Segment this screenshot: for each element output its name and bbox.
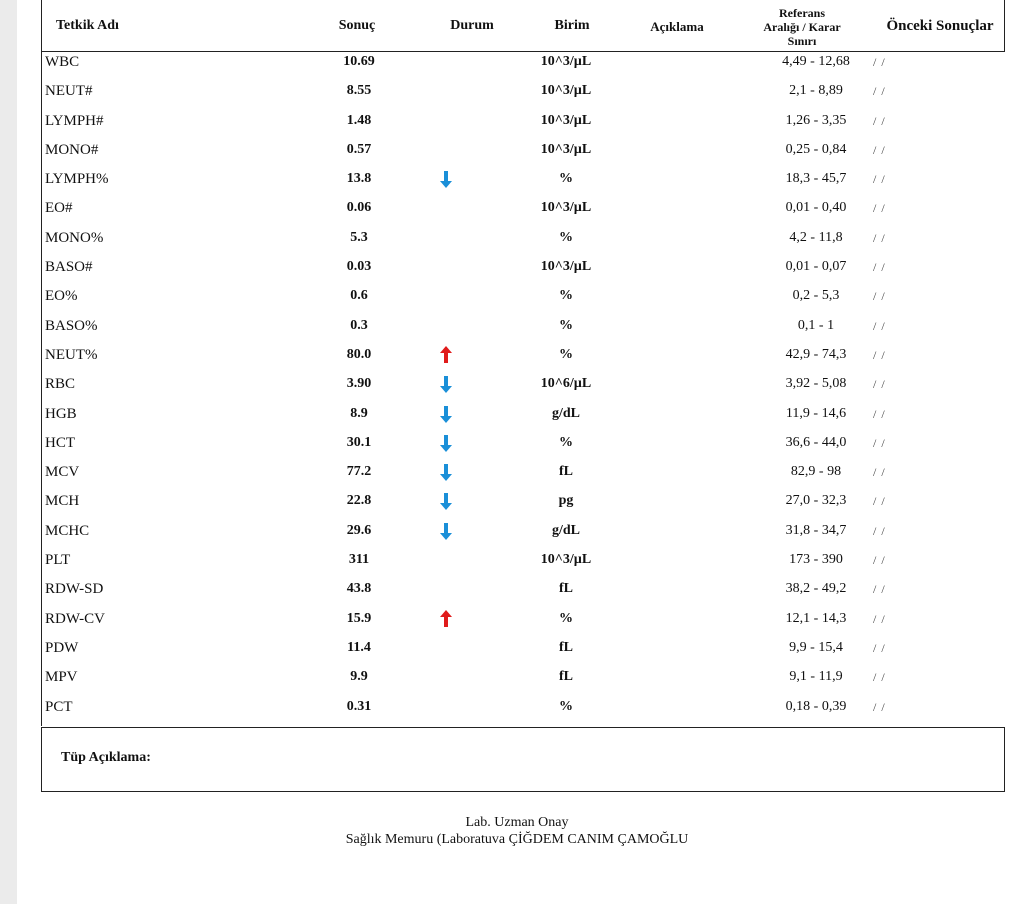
test-unit: pg: [558, 493, 574, 509]
test-reference: 36,6 - 44,0: [785, 434, 847, 450]
table-row: [41, 404, 1005, 433]
table-row: [41, 462, 1005, 491]
test-name: LYMPH#: [45, 112, 104, 129]
test-previous: / /: [873, 347, 886, 362]
tube-note-label: Tüp Açıklama:: [61, 750, 151, 765]
test-result: 8.55: [346, 83, 372, 99]
test-result: 0.31: [346, 698, 372, 714]
test-unit: %: [559, 434, 573, 450]
test-previous: / /: [873, 113, 886, 128]
test-unit: 10^3/µL: [540, 141, 592, 157]
test-unit: 10^3/µL: [540, 83, 592, 99]
test-status: [426, 404, 466, 429]
test-result: 5.3: [350, 229, 368, 245]
test-previous: / /: [873, 260, 886, 275]
test-name: EO#: [45, 200, 73, 217]
test-unit: fL: [559, 581, 573, 597]
header-reference-line2: Aralığı / Karar: [763, 20, 841, 34]
test-result: 10.69: [343, 54, 375, 69]
arrow-down-icon: [438, 169, 454, 189]
arrow-down-icon: [438, 404, 454, 424]
test-name: HGB: [45, 405, 77, 422]
test-previous: / /: [873, 494, 886, 509]
test-result: 11.4: [347, 639, 371, 655]
header-reference-line1: Referans: [779, 6, 825, 20]
test-reference: 82,9 - 98: [790, 464, 842, 480]
test-previous: / /: [873, 377, 886, 392]
test-previous: / /: [873, 230, 886, 245]
test-reference: 11,9 - 14,6: [785, 405, 847, 421]
test-result: 22.8: [346, 493, 372, 509]
test-name: EO%: [45, 288, 78, 305]
test-unit: g/dL: [551, 405, 580, 421]
test-unit: fL: [559, 464, 573, 480]
test-name: PLT: [45, 552, 71, 569]
table-row: [41, 140, 1005, 169]
table-row: [41, 169, 1005, 198]
test-reference: 9,9 - 15,4: [789, 639, 843, 655]
test-name: BASO%: [45, 317, 98, 334]
test-result: 3.90: [346, 376, 372, 392]
header-unit: Birim: [554, 18, 590, 33]
test-previous: / /: [873, 318, 886, 333]
test-previous: / /: [873, 640, 886, 655]
test-status: [426, 462, 466, 487]
test-previous: / /: [873, 523, 886, 538]
test-reference: 12,1 - 14,3: [785, 610, 847, 626]
test-result: 30.1: [346, 434, 372, 450]
signature-block: [0, 814, 1024, 848]
test-unit: 10^3/µL: [540, 259, 592, 275]
test-result: 43.8: [346, 581, 372, 597]
table-row: [41, 228, 1005, 257]
signature-line1: Lab. Uzman Onay: [465, 815, 569, 830]
test-name: NEUT#: [45, 83, 93, 100]
table-row: [41, 198, 1005, 227]
test-status: [426, 521, 466, 546]
test-unit: %: [559, 229, 573, 245]
test-result: 80.0: [346, 346, 372, 362]
table-row: [41, 52, 1005, 81]
arrow-down-icon: [438, 462, 454, 482]
table-row: [41, 550, 1005, 579]
tube-note-box: [41, 727, 1005, 792]
test-name: RBC: [45, 376, 76, 393]
test-result: 29.6: [346, 522, 372, 538]
test-unit: 10^3/µL: [540, 112, 592, 128]
test-result: 77.2: [346, 464, 372, 480]
test-previous: / /: [873, 289, 886, 304]
test-name: HCT: [45, 434, 75, 451]
test-unit: 10^3/µL: [540, 200, 592, 216]
header-reference: [742, 6, 862, 48]
test-result: 0.57: [346, 141, 372, 157]
test-reference: 27,0 - 32,3: [785, 493, 847, 509]
test-name: PCT: [45, 698, 73, 715]
page-side-bar: [0, 0, 17, 904]
test-status: [426, 374, 466, 399]
arrow-down-icon: [438, 521, 454, 541]
test-previous: / /: [873, 201, 886, 216]
test-result: 9.9: [350, 669, 368, 685]
table-row: [41, 316, 1005, 345]
test-previous: / /: [873, 465, 886, 480]
table-row: [41, 521, 1005, 550]
test-result: 0.03: [346, 259, 372, 275]
test-reference: 1,26 - 3,35: [785, 112, 847, 128]
signature-line2: Sağlık Memuru (Laboratuva ÇİĞDEM CANIM ÇAMOĞLU: [345, 832, 689, 847]
results-table: [41, 52, 1005, 726]
test-reference: 0,01 - 0,07: [785, 259, 847, 275]
test-reference: 31,8 - 34,7: [785, 522, 847, 538]
test-reference: 0,2 - 5,3: [792, 288, 840, 304]
table-row: [41, 111, 1005, 140]
arrow-up-icon: [438, 345, 454, 365]
test-name: MONO%: [45, 229, 104, 246]
test-name: MCV: [45, 464, 80, 481]
test-result: 311: [348, 552, 370, 568]
test-name: WBC: [45, 54, 80, 70]
header-previous: Önceki Sonuçlar: [886, 18, 994, 34]
table-row: [41, 579, 1005, 608]
arrow-down-icon: [438, 491, 454, 511]
test-name: NEUT%: [45, 346, 98, 363]
test-unit: fL: [559, 639, 573, 655]
test-reference: 42,9 - 74,3: [785, 346, 847, 362]
test-unit: %: [559, 346, 573, 362]
table-row: [41, 257, 1005, 286]
arrow-down-icon: [438, 374, 454, 394]
arrow-down-icon: [438, 433, 454, 453]
test-name: MCH: [45, 493, 80, 510]
test-name: MCHC: [45, 522, 90, 539]
test-name: BASO#: [45, 259, 93, 276]
test-unit: 10^6/µL: [540, 376, 592, 392]
test-reference: 2,1 - 8,89: [789, 83, 843, 99]
test-reference: 0,18 - 0,39: [785, 698, 847, 714]
test-name: PDW: [45, 639, 79, 656]
table-row: [41, 81, 1005, 110]
test-reference: 0,1 - 1: [797, 317, 835, 333]
test-reference: 4,2 - 11,8: [789, 229, 843, 245]
header-reference-line3: Sınırı: [787, 34, 817, 48]
table-row: [41, 345, 1005, 374]
table-row: [41, 433, 1005, 462]
test-reference: 9,1 - 11,9: [789, 669, 843, 685]
table-row: [41, 697, 1005, 726]
test-unit: %: [559, 288, 573, 304]
test-reference: 4,49 - 12,68: [782, 54, 850, 69]
test-previous: / /: [873, 699, 886, 714]
test-unit: %: [559, 698, 573, 714]
test-previous: / /: [873, 670, 886, 685]
table-row: [41, 491, 1005, 520]
test-previous: / /: [873, 172, 886, 187]
test-name: RDW-CV: [45, 610, 105, 627]
test-result: 15.9: [346, 610, 372, 626]
test-status: [426, 345, 466, 370]
table-row: [41, 609, 1005, 638]
test-reference: 38,2 - 49,2: [785, 581, 847, 597]
test-status: [426, 491, 466, 516]
test-unit: %: [559, 610, 573, 626]
test-status: [426, 169, 466, 194]
test-previous: / /: [873, 84, 886, 99]
test-result: 8.9: [350, 405, 368, 421]
test-unit: 10^3/µL: [540, 54, 592, 69]
test-reference: 3,92 - 5,08: [785, 376, 847, 392]
test-previous: / /: [873, 142, 886, 157]
table-row: [41, 638, 1005, 667]
test-reference: 18,3 - 45,7: [785, 171, 847, 187]
table-row: [41, 286, 1005, 315]
test-reference: 0,01 - 0,40: [785, 200, 847, 216]
test-status: [426, 433, 466, 458]
test-name: RDW-SD: [45, 581, 104, 598]
test-previous: / /: [873, 406, 886, 421]
test-name: LYMPH%: [45, 171, 109, 188]
test-name: MPV: [45, 669, 78, 686]
test-reference: 173 - 390: [789, 552, 843, 568]
header-name: Tetkik Adı: [56, 18, 119, 33]
test-unit: %: [559, 171, 573, 187]
test-previous: / /: [873, 611, 886, 626]
test-name: MONO#: [45, 141, 99, 158]
header-status: Durum: [450, 18, 494, 33]
test-result: 0.3: [350, 317, 368, 333]
test-unit: %: [559, 317, 573, 333]
test-reference: 0,25 - 0,84: [785, 141, 847, 157]
test-status: [426, 609, 466, 634]
test-result: 0.6: [350, 288, 368, 304]
test-result: 13.8: [346, 171, 372, 187]
table-row: [41, 667, 1005, 696]
test-unit: fL: [559, 669, 573, 685]
test-result: 0.06: [346, 200, 372, 216]
arrow-up-icon: [438, 609, 454, 629]
test-previous: / /: [873, 55, 886, 69]
header-result: Sonuç: [338, 18, 376, 33]
test-previous: / /: [873, 582, 886, 597]
test-unit: 10^3/µL: [540, 552, 592, 568]
test-unit: g/dL: [551, 522, 580, 538]
header-description: Açıklama: [650, 19, 704, 34]
test-previous: / /: [873, 553, 886, 568]
test-previous: / /: [873, 435, 886, 450]
table-header: [41, 0, 1005, 52]
table-row: [41, 374, 1005, 403]
test-result: 1.48: [346, 112, 372, 128]
